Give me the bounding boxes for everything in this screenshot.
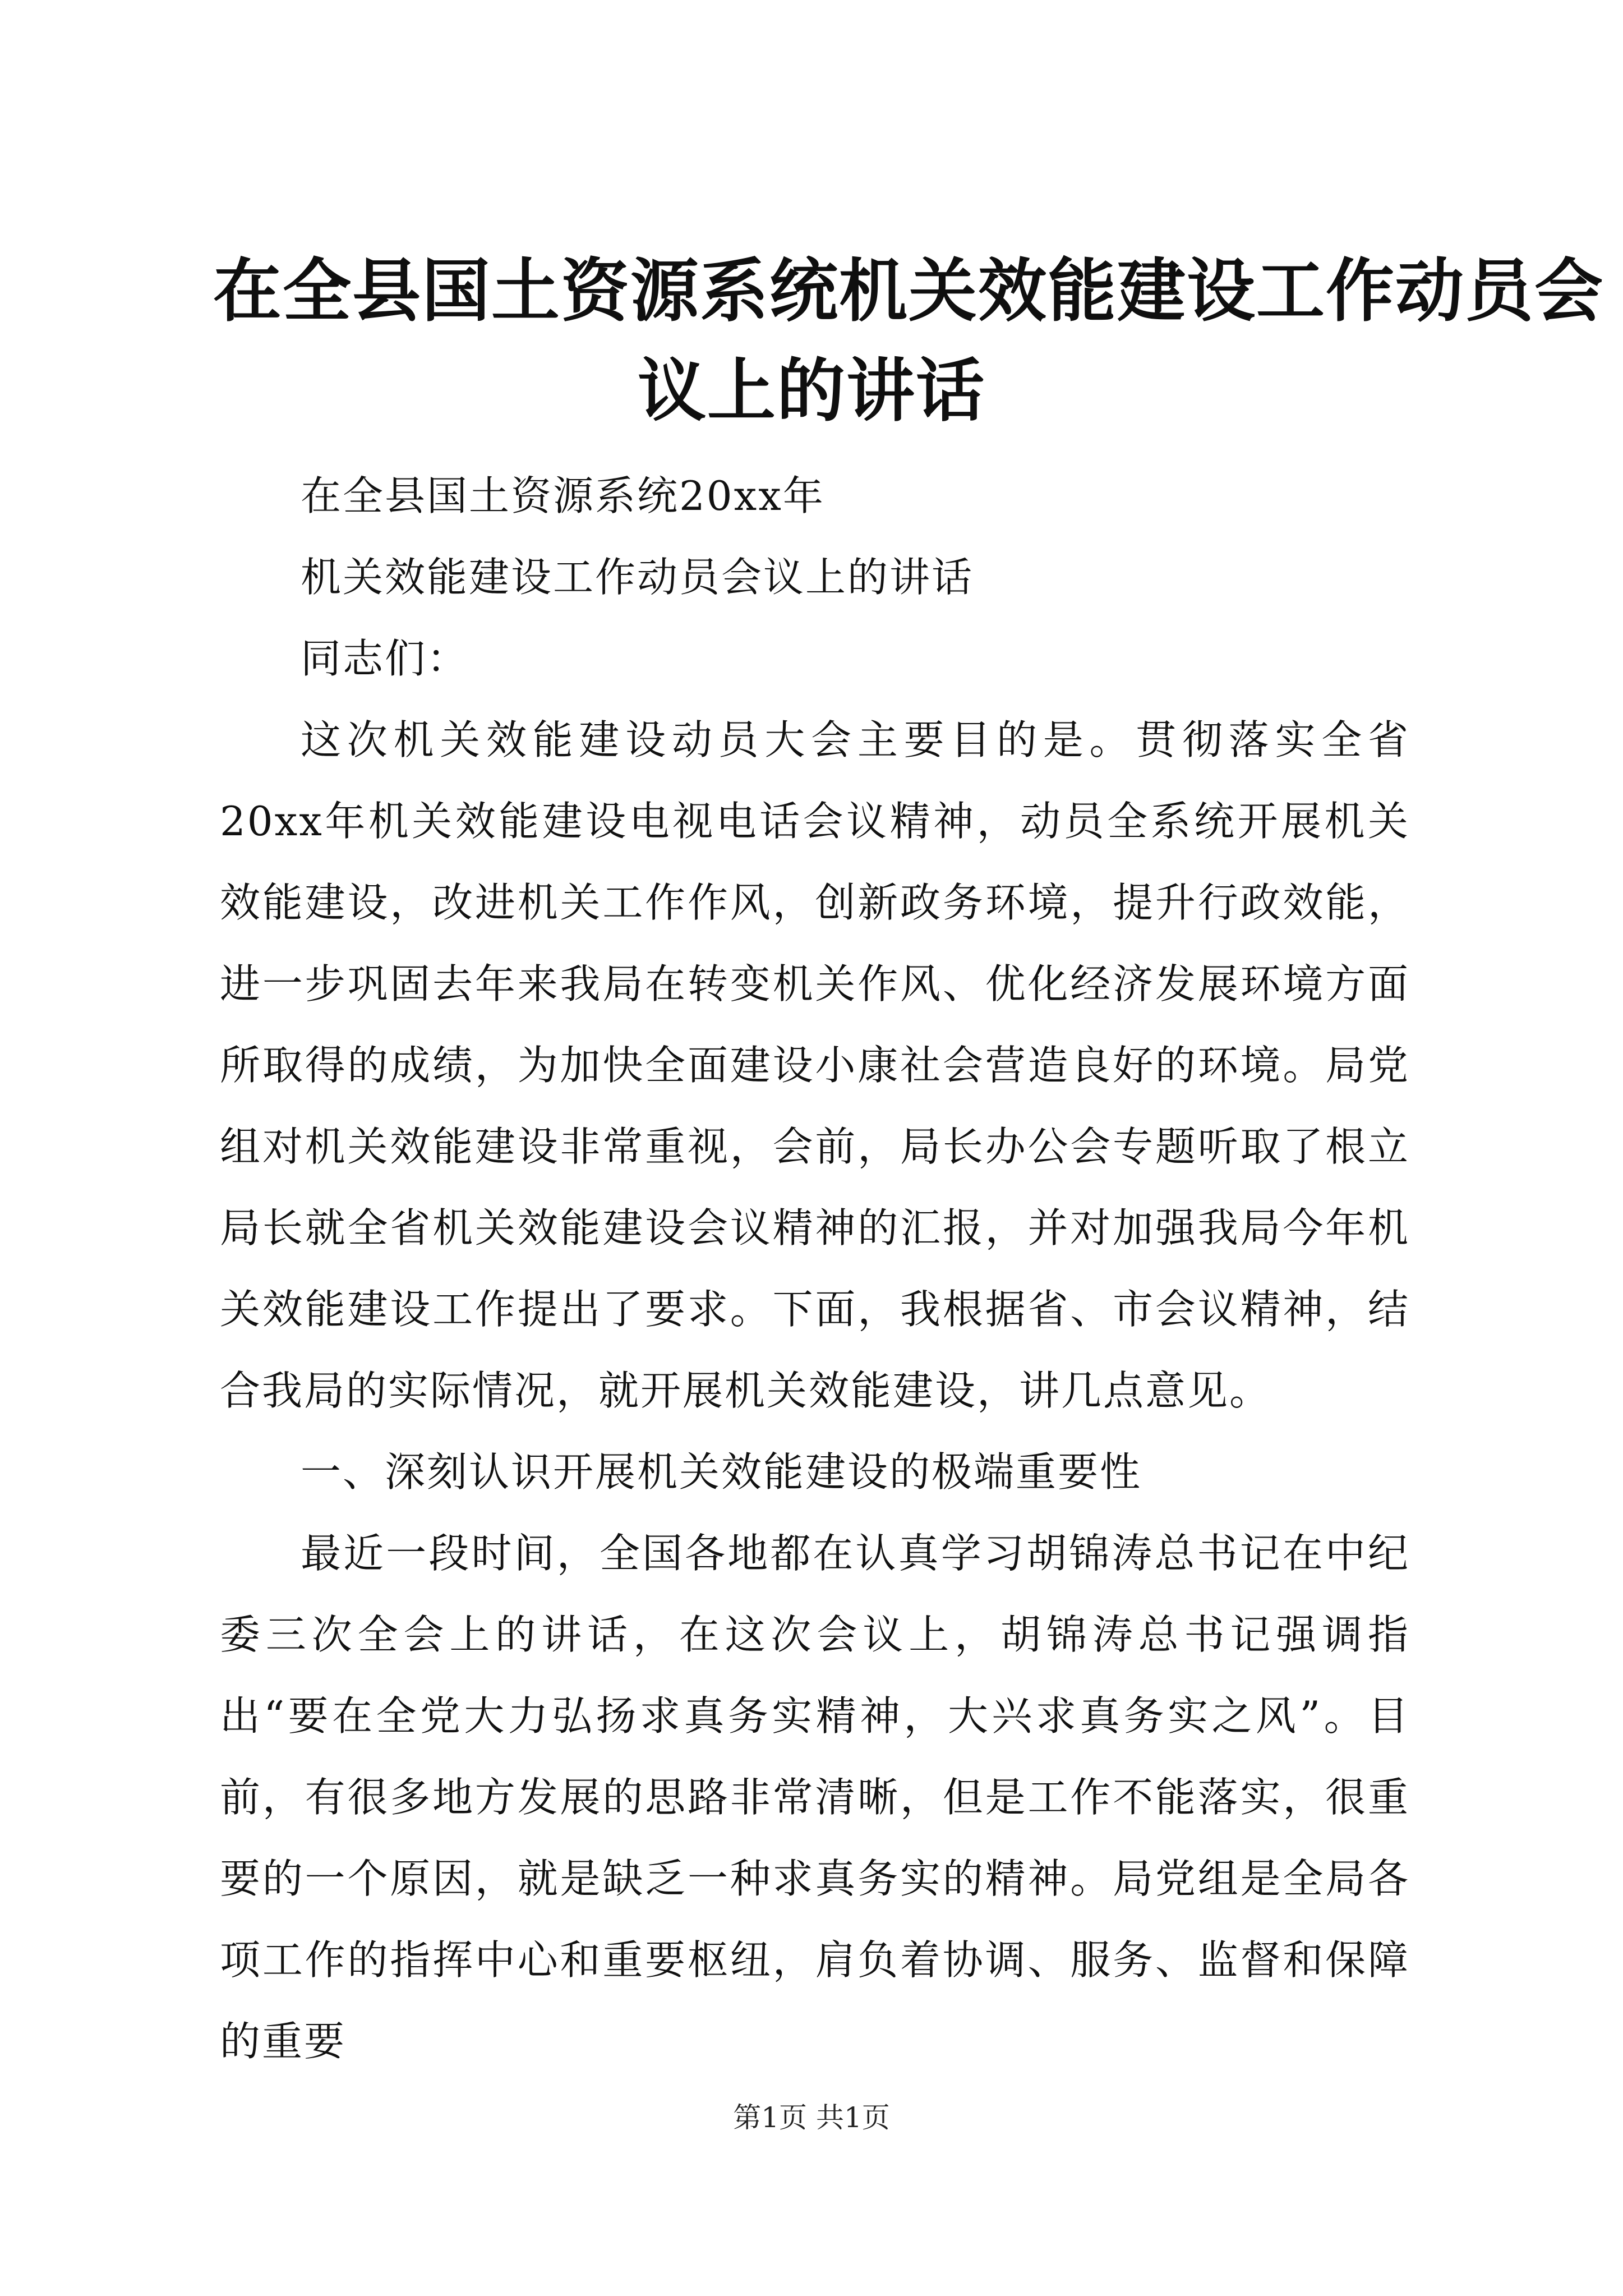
- document-body: [220, 455, 1410, 2082]
- body-paragraph-section-1: 最近一段时间，全国各地都在认真学习胡锦涛总书记在中纪委三次全会上的讲话，在这次会议上，胡锦涛总书记强调指出“要在全党大力弘扬求真务实精神，大兴求真务实之风”。目前，有很多地方发展的思路非常清晰，但是工作不能落实，很重要的一个原因，就是缺乏一种求真务实的精神。局党组是全局各项工作的指挥中心和重要枢纽，肩负着协调、服务、监督和保障的重要: [220, 1530, 1410, 2065]
- subtitle-line-1: 在全县国土资源系统20xx年: [301, 472, 825, 519]
- salutation: 同志们：: [301, 635, 469, 682]
- page-number-footer: 第1页 共1页: [733, 2101, 890, 2134]
- document-title: [213, 241, 1604, 441]
- title-line-1: 在全县国土资源系统机关效能建设工作动员会: [213, 251, 1604, 331]
- title-line-2: 议上的讲话: [638, 351, 985, 431]
- subtitle-line-2: 机关效能建设工作动员会议上的讲话: [301, 554, 974, 601]
- section-heading-1: 一、深刻认识开展机关效能建设的极端重要性: [301, 1448, 1142, 1496]
- body-paragraph-intro: 这次机关效能建设动员大会主要目的是。贯彻落实全省20xx年机关效能建设电视电话会议精神，动员全系统开展机关效能建设，改进机关工作作风，创新政务环境，提升行政效能，进一步巩固去年来我局在转变机关作风、优化经济发展环境方面所取得的成绩，为加快全面建设小康社会营造良好的环境。局党组对机关效能建设非常重视，会前，局长办公会专题听取了根立局长就全省机关效能建设会议精神的汇报，并对加强我局今年机关效能建设工作提出了要求。下面，我根据省、市会议精神，结合我局的实际情况，就开展机关效能建设，讲几点意见。: [220, 716, 1410, 1414]
